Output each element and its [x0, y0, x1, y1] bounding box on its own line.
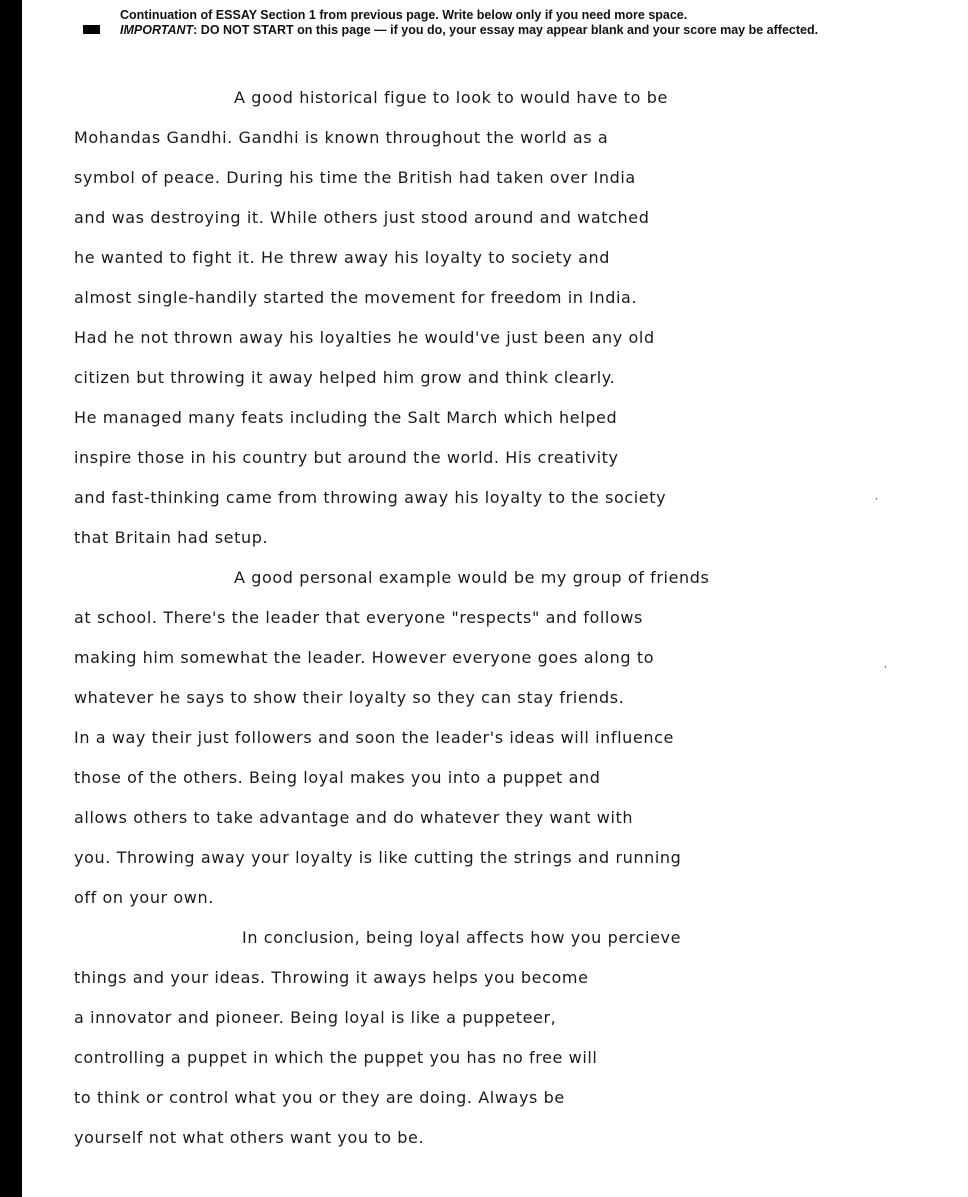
essay-line: to think or control what you or they are doing. Always be: [74, 1088, 565, 1107]
scan-speck: ⸱: [875, 493, 878, 506]
page-header: [83, 8, 943, 38]
essay-line: A good personal example would be my group of friends: [234, 568, 710, 587]
essay-line: off on your own.: [74, 888, 214, 907]
essay-line: a innovator and pioneer. Being loyal is like a puppeteer,: [74, 1008, 557, 1027]
essay-line: and was destroying it. While others just stood around and watched: [74, 208, 650, 227]
registration-mark-icon: [83, 25, 100, 34]
essay-line: In a way their just followers and soon the leader's ideas will influence: [74, 728, 674, 747]
essay-line: A good historical figue to look to would have to be: [234, 88, 668, 107]
essay-line: citizen but throwing it away helped him grow and think clearly.: [74, 368, 616, 387]
essay-line: He managed many feats including the Salt March which helped: [74, 408, 618, 427]
essay-line: allows others to take advantage and do whatever they want with: [74, 808, 634, 827]
scan-edge-bar: [0, 0, 22, 1197]
essay-line: Had he not thrown away his loyalties he would've just been any old: [74, 328, 655, 347]
essay-line: and fast-thinking came from throwing away his loyalty to the society: [74, 488, 667, 507]
essay-line: almost single-handily started the movement for freedom in India.: [74, 288, 638, 307]
essay-line: he wanted to fight it. He threw away his loyalty to society and: [74, 248, 610, 267]
important-label: IMPORTANT: [120, 23, 194, 37]
handwritten-essay: [74, 78, 904, 1158]
scan-speck: ⸱: [884, 661, 887, 674]
essay-line: at school. There's the leader that everyone "respects" and follows: [74, 608, 643, 627]
essay-line: inspire those in his country but around the world. His creativity: [74, 448, 619, 467]
essay-line: that Britain had setup.: [74, 528, 269, 547]
essay-line: making him somewhat the leader. However everyone goes along to: [74, 648, 655, 667]
important-text: : DO NOT START on this page — if you do, your essay may appear blank and your score may be affected.: [193, 23, 819, 37]
essay-line: yourself not what others want you to be.: [74, 1128, 425, 1147]
essay-line: whatever he says to show their loyalty so they can stay friends.: [74, 688, 625, 707]
essay-line: Mohandas Gandhi. Gandhi is known throughout the world as a: [74, 128, 609, 147]
important-notice: [83, 23, 943, 38]
continuation-notice: Continuation of ESSAY Section 1 from previous page. Write below only if you need more space.: [120, 8, 688, 22]
essay-line: those of the others. Being loyal makes you into a puppet and: [74, 768, 601, 787]
essay-line: controlling a puppet in which the puppet you has no free will: [74, 1048, 598, 1067]
essay-line: symbol of peace. During his time the British had taken over India: [74, 168, 636, 187]
essay-line: In conclusion, being loyal affects how you percieve: [242, 928, 682, 947]
essay-line: you. Throwing away your loyalty is like cutting the strings and running: [74, 848, 682, 867]
essay-line: things and your ideas. Throwing it aways helps you become: [74, 968, 589, 987]
